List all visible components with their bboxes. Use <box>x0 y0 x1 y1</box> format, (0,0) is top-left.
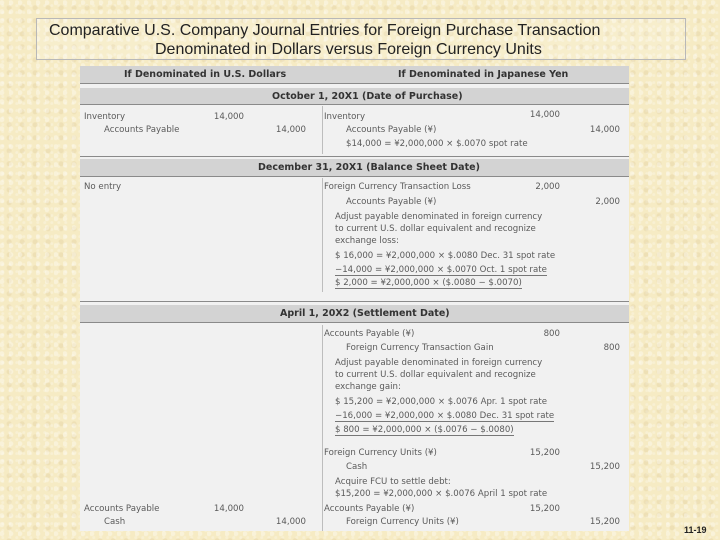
entry-account: Foreign Currency Transaction Loss <box>324 182 471 192</box>
entry-explanation: Acquire FCU to settle debt: <box>335 477 451 487</box>
entry-account: Accounts Payable (¥) <box>346 197 437 207</box>
entry-debit: 14,000 <box>213 112 244 122</box>
entry-account: Inventory <box>84 112 126 122</box>
entry-calculation: −16,000 = ¥2,000,000 × $.0080 Dec. 31 spot rate <box>335 411 555 421</box>
entry-explanation: $14,000 = ¥2,000,000 × $.0070 spot rate <box>346 139 528 149</box>
column-header-dollars: If Denominated in U.S. Dollars <box>124 69 287 80</box>
entry-explanation: exchange loss: <box>335 236 399 246</box>
entry-account: Foreign Currency Units (¥) <box>324 448 437 458</box>
entry-debit: 2,000 <box>535 182 560 192</box>
entry-account: Inventory <box>324 112 366 122</box>
entry-credit: 14,000 <box>275 517 306 527</box>
entry-calculation: −14,000 = ¥2,000,000 × $.0070 Oct. 1 spot rate <box>335 265 547 275</box>
entry-debit: 14,000 <box>213 504 244 514</box>
column-divider <box>322 106 323 154</box>
entry-debit: 15,200 <box>529 448 560 458</box>
entry-debit: 800 <box>543 329 560 339</box>
divider <box>80 156 629 157</box>
entry-calculation: $ 800 = ¥2,000,000 × ($.0076 − $.0080) <box>335 425 514 435</box>
entry-credit: 15,200 <box>589 517 620 527</box>
entry-account: Accounts Payable (¥) <box>346 125 437 135</box>
title-line-1: Comparative U.S. Company Journal Entries for Foreign Purchase Transaction <box>49 22 601 39</box>
entry-credit: 14,000 <box>589 125 620 135</box>
entry-explanation: to current U.S. dollar equivalent and recognize <box>335 370 536 380</box>
entry-explanation: exchange gain: <box>335 382 401 392</box>
entry-account: Accounts Payable <box>84 504 160 514</box>
entry-calculation: $ 15,200 = ¥2,000,000 × $.0076 Apr. 1 spot rate <box>335 397 548 407</box>
section-heading-purchase: October 1, 20X1 (Date of Purchase) <box>80 88 629 104</box>
entry-explanation: Adjust payable denominated in foreign currency <box>335 212 543 222</box>
entry-credit: 800 <box>603 343 620 353</box>
page-number: 11-19 <box>684 525 707 535</box>
entry-account: Foreign Currency Transaction Gain <box>346 343 494 353</box>
entry-account: Accounts Payable (¥) <box>324 504 415 514</box>
divider <box>80 104 629 105</box>
title-line-2: Denominated in Dollars versus Foreign Currency Units <box>155 41 542 58</box>
entry-debit: 15,200 <box>529 504 560 514</box>
entry-explanation: Adjust payable denominated in foreign currency <box>335 358 543 368</box>
journal-entries-table <box>80 66 629 531</box>
entry-calculation: $ 2,000 = ¥2,000,000 × ($.0080 − $.0070) <box>335 278 522 288</box>
entry-credit: 2,000 <box>595 197 620 207</box>
divider <box>80 322 629 323</box>
entry-calculation: $15,200 = ¥2,000,000 × $.0076 April 1 spot rate <box>335 489 548 499</box>
column-header-row <box>80 66 629 83</box>
slide-title <box>36 18 686 60</box>
entry-account: Foreign Currency Units (¥) <box>346 517 459 527</box>
entry-calculation: $ 16,000 = ¥2,000,000 × $.0080 Dec. 31 spot rate <box>335 251 556 261</box>
column-divider <box>322 178 323 292</box>
entry-account: Cash <box>104 517 126 527</box>
entry-credit: 15,200 <box>589 462 620 472</box>
entry-account: Accounts Payable (¥) <box>324 329 415 339</box>
section-heading-balance-sheet: December 31, 20X1 (Balance Sheet Date) <box>80 159 629 176</box>
entry-account: Accounts Payable <box>104 125 180 135</box>
divider <box>80 176 629 177</box>
entry-account: No entry <box>84 182 122 192</box>
column-divider <box>322 325 323 531</box>
divider <box>80 301 629 302</box>
section-heading-settlement: April 1, 20X2 (Settlement Date) <box>80 305 629 322</box>
entry-debit: 14,000 <box>529 110 560 120</box>
entry-account: Cash <box>346 462 368 472</box>
divider <box>80 83 629 84</box>
entry-credit: 14,000 <box>275 125 306 135</box>
entry-explanation: to current U.S. dollar equivalent and recognize <box>335 224 536 234</box>
column-header-yen: If Denominated in Japanese Yen <box>398 69 569 80</box>
